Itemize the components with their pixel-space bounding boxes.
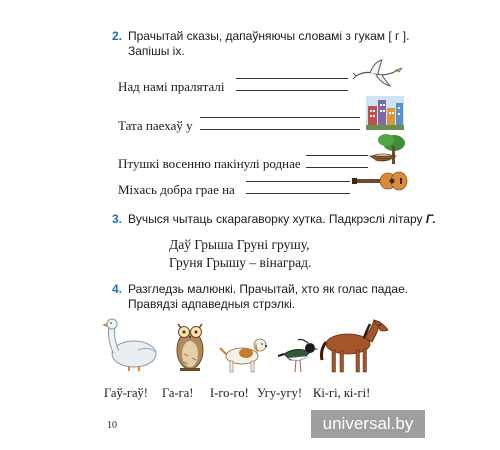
sentence-3: Птушкі восенню пакінулі роднае [118, 156, 301, 171]
task-4-instruction-line1: Разгледзь малюнкі. Прачытай, хто як голас падае. [128, 282, 409, 296]
task-2-instruction-line2: Запішы іх. [128, 44, 185, 58]
page-number: 10 [107, 420, 117, 431]
call-3: І-го-го! [210, 386, 249, 400]
call-5: Кі-гі, кі-гі! [313, 386, 371, 400]
guitar-icon [352, 170, 408, 192]
call-2: Га-га! [162, 386, 194, 400]
call-1: Гаў-гаў! [104, 386, 148, 400]
sentence-2: Тата паехаў у [118, 118, 193, 133]
task-3-number: 3. [112, 212, 123, 226]
write-line-3a[interactable] [306, 155, 368, 156]
write-line-2b[interactable] [200, 129, 360, 130]
watermark: universal.by [311, 410, 425, 438]
task-3-instruction-text: Вучыся чытаць скарагаворку хутка. Падкрэслі літару [128, 212, 423, 226]
task-2-instruction [128, 29, 448, 59]
call-4: Угу-угу! [257, 386, 303, 400]
task-3-instruction [128, 212, 436, 227]
write-line-3b[interactable] [306, 167, 368, 168]
owl-icon [172, 318, 208, 372]
flying-goose-icon [352, 58, 404, 90]
write-line-4b[interactable] [246, 193, 350, 194]
task-4-instruction [128, 282, 468, 312]
task-4-number: 4. [112, 282, 123, 296]
task-2-number: 2. [112, 29, 123, 43]
write-line-1b[interactable] [236, 90, 348, 91]
write-line-1a[interactable] [236, 78, 348, 79]
sentence-1: Над намі праляталі [118, 79, 225, 94]
tongue-twister-line2: Груня Грышу – вінаград. [169, 255, 312, 270]
goose-icon [102, 316, 160, 372]
horse-icon [318, 316, 390, 374]
task-2-instruction-line1: Прачытай сказы, дапаўняючы словамі з гукам [ г ]. [128, 29, 410, 43]
task-4-instruction-line2: Правядзі адпаведныя стрэлкі. [128, 297, 296, 311]
task-3-letter: Г. [425, 212, 436, 226]
write-line-2a[interactable] [200, 117, 360, 118]
lapwing-bird-icon [278, 334, 320, 374]
nest-icon [366, 134, 406, 166]
dog-icon [218, 334, 270, 374]
city-icon [366, 96, 404, 130]
write-line-4a[interactable] [246, 181, 350, 182]
sentence-4: Міхась добра грае на [118, 182, 235, 197]
tongue-twister-line1: Даў Грыша Груні грушу, [169, 237, 310, 252]
tongue-twister [169, 236, 311, 272]
